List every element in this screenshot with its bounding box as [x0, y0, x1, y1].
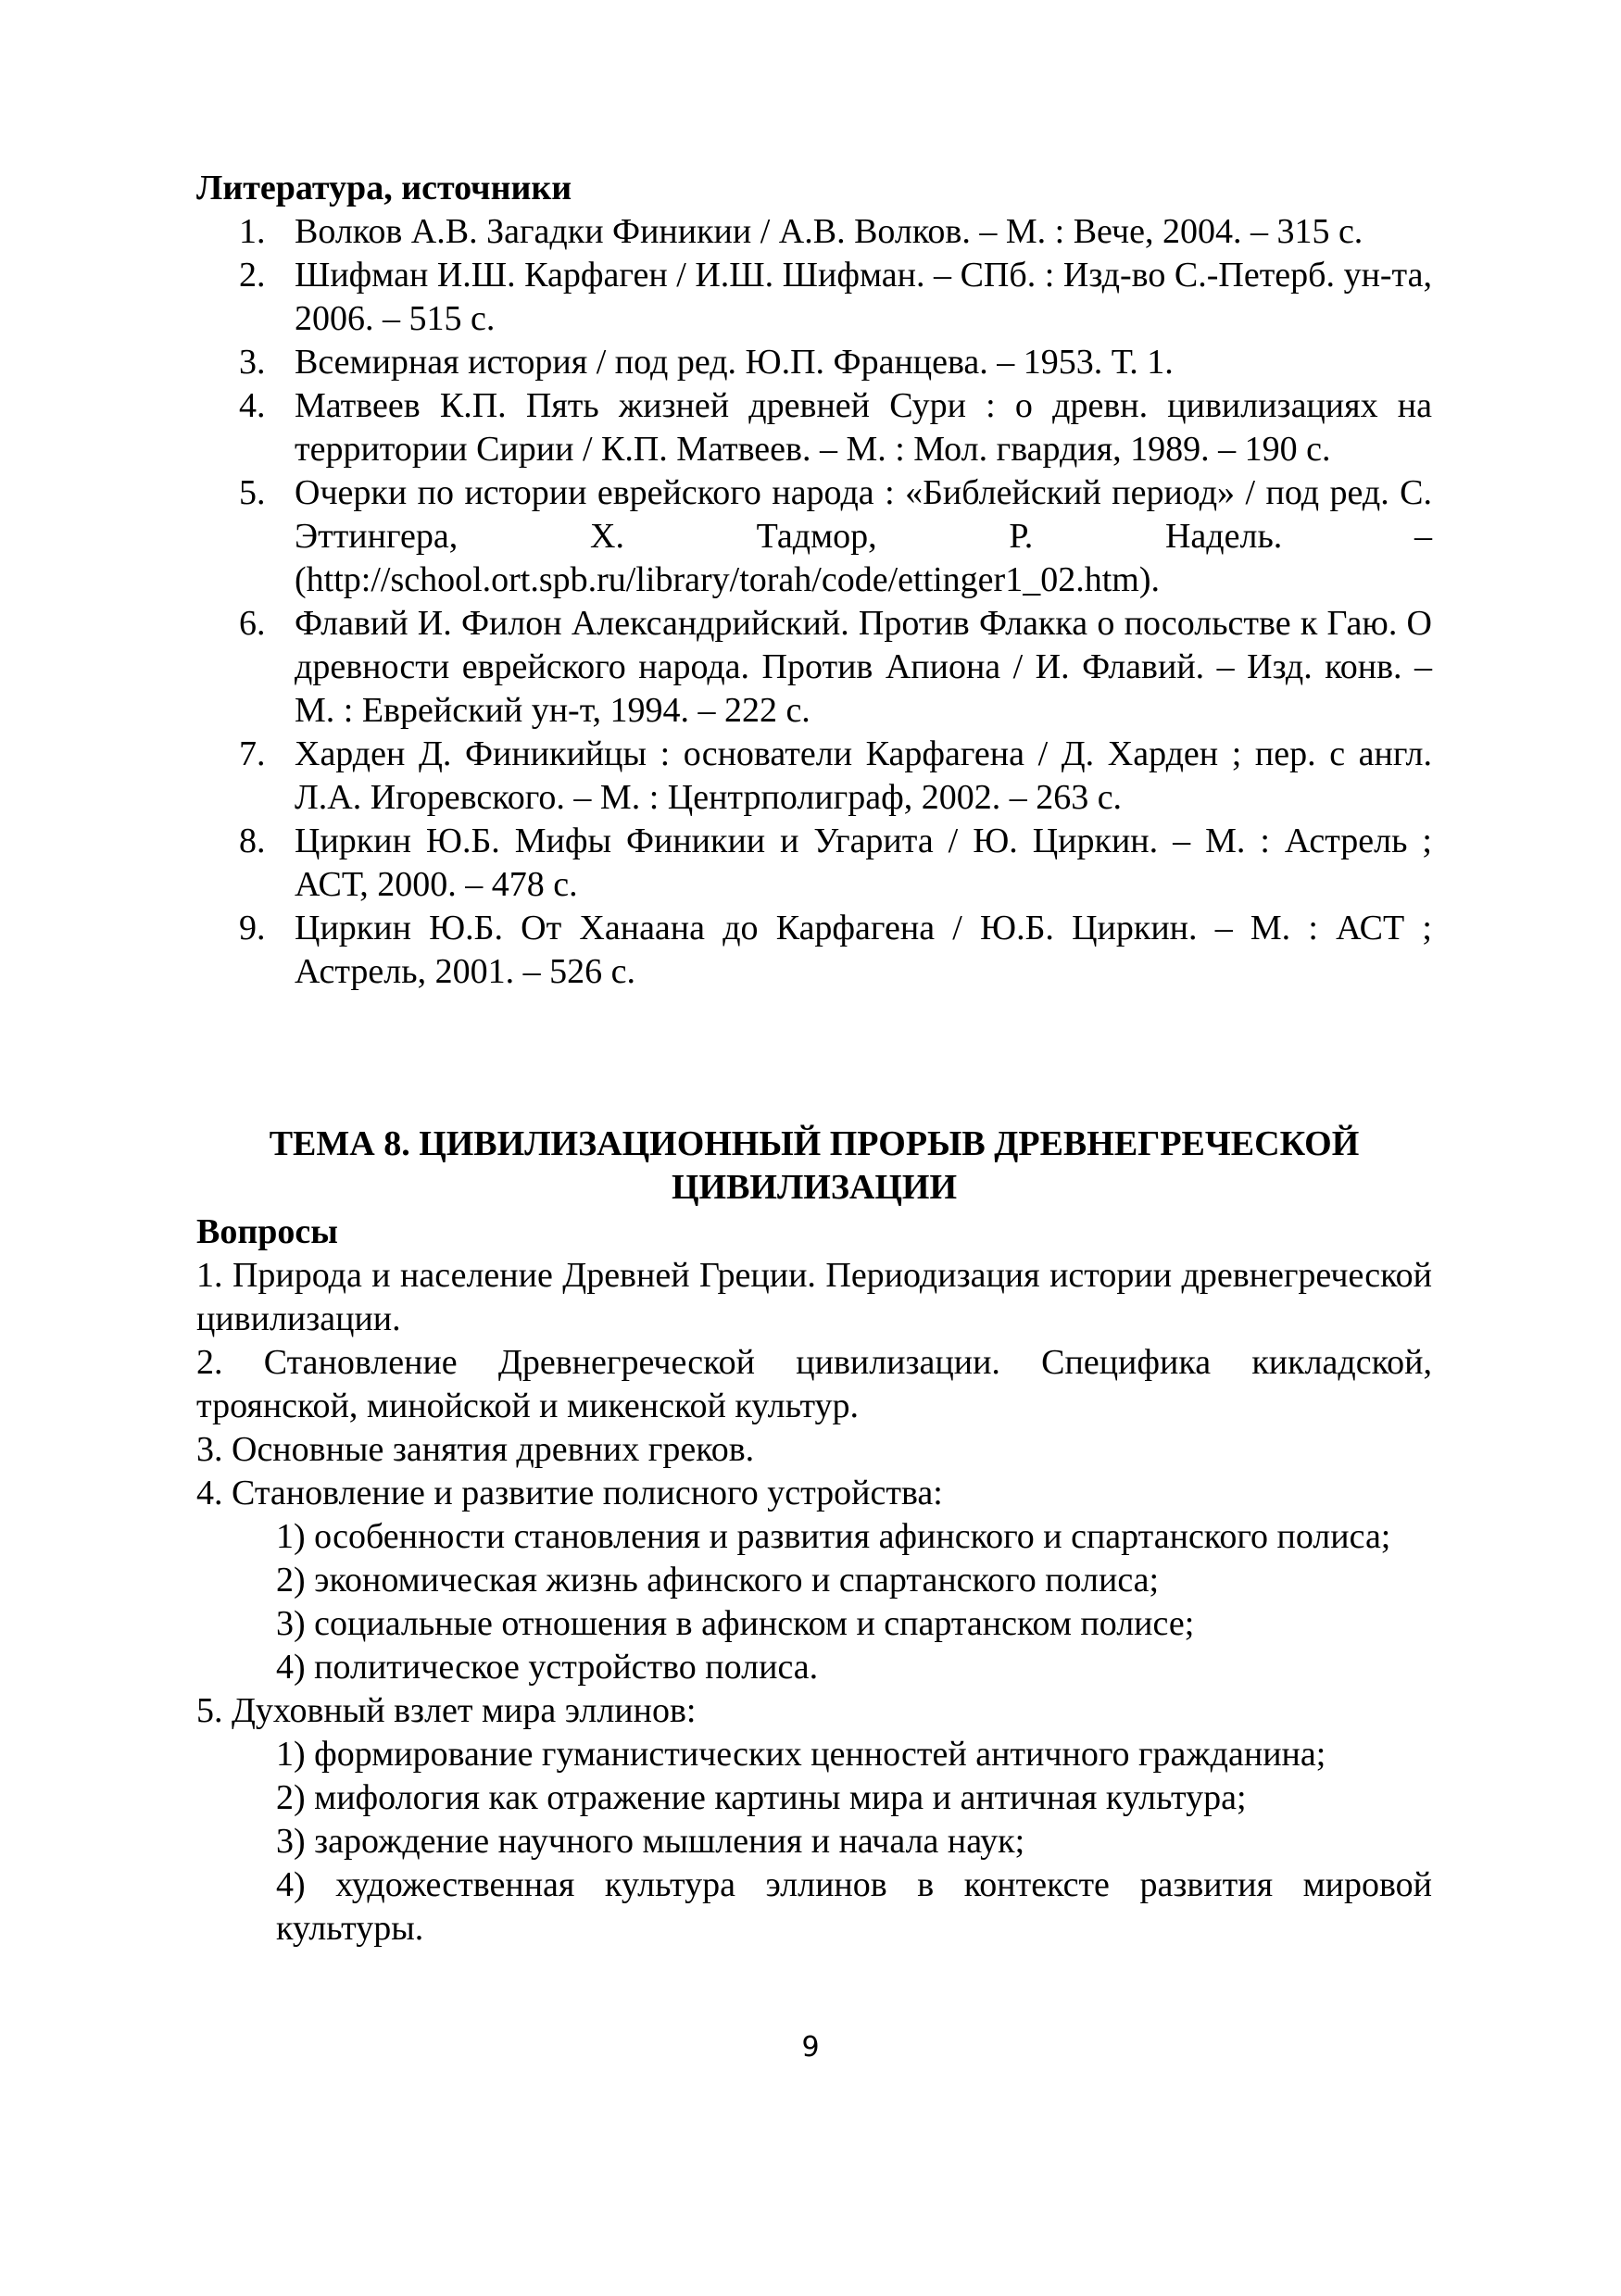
question-item: 5. Духовный взлет мира эллинов: [196, 1691, 697, 1730]
question-subitem: 1) формирование гуманистических ценностей античного гражданина; [276, 1735, 1326, 1774]
list-item-text: Флавий И. Филон Александрийский. Против Флакка о посольстве к Гаю. О древности еврейского народа. Против Апиона / И. Флавий. – Изд. конв. – М. : Еврейский ун-т, 1994. – 222 с. [295, 604, 1432, 730]
list-item [239, 384, 1432, 471]
question-subitem: 4) художественная культура эллинов в контексте развития мировой культуры. [276, 1865, 1432, 1948]
list-item [239, 341, 1432, 384]
list-item [239, 254, 1432, 341]
list-item-number: 9. [239, 909, 266, 947]
list-item-number: 8. [239, 822, 266, 860]
literature-list [239, 210, 1432, 994]
list-item-number: 4. [239, 386, 266, 425]
list-item [239, 210, 1432, 254]
list-item-text: Всемирная история / под ред. Ю.П. Францева. – 1953. Т. 1. [295, 343, 1174, 382]
list-item [239, 907, 1432, 994]
list-item-text: Циркин Ю.Б. От Ханаана до Карфагена / Ю.Б. Циркин. – М. : АСТ ; Астрель, 2001. – 526 с. [295, 909, 1432, 991]
question-subitem: 2) экономическая жизнь афинского и спартанского полиса; [276, 1561, 1160, 1600]
literature-heading: Литература, источники [196, 169, 572, 207]
question-item: 2. Становление Древнегреческой цивилизации. Специфика кикладской, троянской, минойской и микенской культур. [196, 1343, 1432, 1425]
list-item [239, 471, 1432, 602]
list-item-text: Матвеев К.П. Пять жизней древней Сури : о древн. цивилизациях на территории Сирии / К.П. Матвеев. – М. : Мол. гвардия, 1989. – 190 с. [295, 386, 1432, 469]
list-item-number: 1. [239, 212, 266, 251]
question-subitem: 3) социальные отношения в афинском и спартанском полисе; [276, 1604, 1195, 1643]
list-item-text: Очерки по истории еврейского народа : «Библейский период» / под ред. С. Эттингера, Х. Тадмор, Р. Надель. – (http://school.ort.spb.ru/library/torah/code/ettinger1_02.htm). [295, 473, 1432, 599]
list-item-number: 7. [239, 734, 266, 773]
list-item [239, 602, 1432, 733]
question-subitem: 2) мифология как отражение картины мира и античная культура; [276, 1778, 1247, 1817]
page-number: 9 [801, 2031, 820, 2064]
question-subitem: 4) политическое устройство полиса. [276, 1648, 819, 1687]
list-item-text: Циркин Ю.Б. Мифы Финикии и Угарита / Ю. Циркин. – М. : Астрель ; АСТ, 2000. – 478 с. [295, 822, 1432, 904]
questions-list [196, 1254, 1432, 1951]
list-item [239, 820, 1432, 907]
questions-heading: Вопросы [196, 1212, 338, 1251]
topic-title: ТЕМА 8. ЦИВИЛИЗАЦИОННЫЙ ПРОРЫВ ДРЕВНЕГРЕЧЕСКОЙ ЦИВИЛИЗАЦИИ [269, 1124, 1360, 1207]
list-item-text: Волков А.В. Загадки Финикии / А.В. Волков. – М. : Вече, 2004. – 315 с. [295, 212, 1363, 251]
list-item-number: 3. [239, 343, 266, 382]
list-item-number: 2. [239, 256, 266, 295]
list-item-number: 5. [239, 473, 266, 512]
list-item-text: Шифман И.Ш. Карфаген / И.Ш. Шифман. – СПб. : Изд-во С.-Петерб. ун-та, 2006. – 515 с. [295, 256, 1432, 338]
question-item: 1. Природа и население Древней Греции. Периодизация истории древнегреческой цивилизации. [196, 1256, 1432, 1338]
question-item: 4. Становление и развитие полисного устройства: [196, 1474, 943, 1512]
list-item [239, 733, 1432, 820]
question-subitem: 3) зарождение научного мышления и начала наук; [276, 1822, 1025, 1861]
list-item-number: 6. [239, 604, 266, 643]
question-subitem: 1) особенности становления и развития афинского и спартанского полиса; [276, 1517, 1391, 1556]
list-item-text: Харден Д. Финикийцы : основатели Карфагена / Д. Харден ; пер. с англ. Л.А. Игоревского. – М. : Центрполиграф, 2002. – 263 с. [295, 734, 1432, 817]
question-item: 3. Основные занятия древних греков. [196, 1430, 755, 1469]
